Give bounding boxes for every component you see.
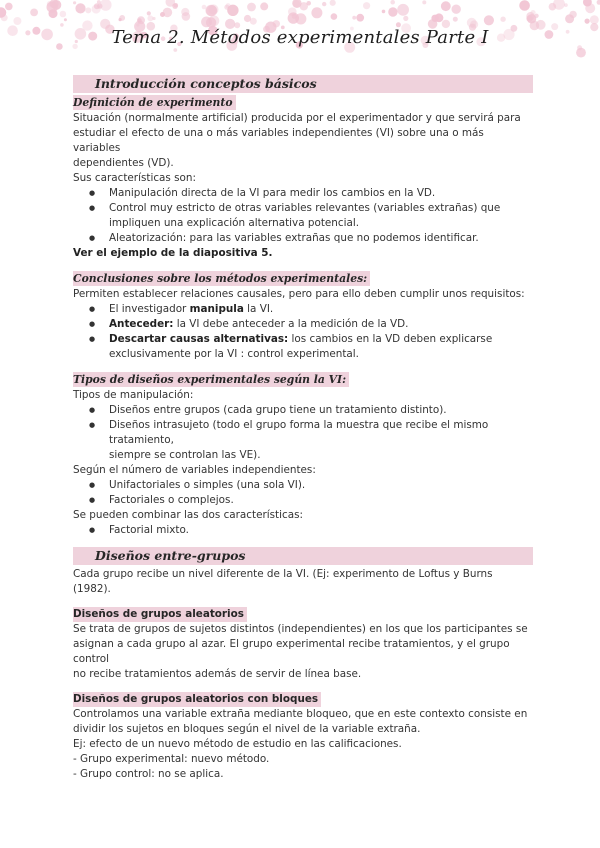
numero-intro: Según el número de variables independientes: <box>73 464 316 476</box>
decorative-dot <box>330 0 336 6</box>
definicion-line: estudiar el efecto de una o más variables independientes (VI) sobre una o más variables <box>73 127 484 154</box>
manipulacion-list <box>73 403 533 463</box>
decorative-dot <box>390 0 395 5</box>
decorative-dot <box>363 2 370 9</box>
bloques-line: - Grupo control: no se aplica. <box>73 768 224 780</box>
decorative-dot <box>500 17 505 22</box>
decorative-dot <box>64 18 67 21</box>
conclusiones-intro: Permiten establecer relaciones causales, pero para ello deben cumplir unos requisitos: <box>73 288 525 300</box>
decorative-dot <box>530 10 535 15</box>
section-heading-entre-grupos: Diseños entre-grupos <box>73 547 533 565</box>
decorative-dot <box>597 0 600 5</box>
list-item: ● Diseños intrasujeto (todo el grupo forma la muestra que recibe el mismo tratamiento, siempre se controlan las VE). <box>73 418 533 463</box>
list-item: ● Control muy estricto de otras variables relevantes (variables extrañas) que impliquen una explicación alternativa potencial. <box>73 201 533 231</box>
bloques-line: dividir los sujetos en bloques según el nivel de la variable extraña. <box>73 723 421 735</box>
ver-ejemplo-note: Ver el ejemplo de la diapositiva 5. <box>73 247 273 259</box>
decorative-dot <box>75 3 85 13</box>
decorative-dot <box>152 17 155 20</box>
decorative-dot <box>585 19 590 24</box>
decorative-dot <box>30 9 38 17</box>
decorative-dot <box>52 0 62 10</box>
decorative-dot <box>585 3 595 13</box>
decorative-dot <box>247 3 256 12</box>
decorative-dot <box>288 12 299 23</box>
decorative-dot <box>331 13 338 20</box>
decorative-dot <box>224 5 229 10</box>
decorative-dot <box>202 5 207 10</box>
section-heading-introduccion: Introducción conceptos básicos <box>73 75 533 93</box>
decorative-dot <box>85 7 91 13</box>
list-item: ● Descartar causas alternativas: los cambios en la VD deben explicarse exclusivamente por la VI : control experimental. <box>73 332 533 362</box>
decorative-dot <box>322 2 326 6</box>
list-item: ● El investigador manipula la VI. <box>73 302 533 317</box>
decorative-dot <box>565 14 574 23</box>
bloques-line: Controlamos una variable extraña mediante bloqueo, que en este contexto consiste en <box>73 708 528 720</box>
aleatorios-line: asignan a cada grupo al azar. El grupo experimental recibe tratamientos, y el grupo control <box>73 638 510 665</box>
caracteristicas-list <box>73 186 533 246</box>
list-item: ● Diseños entre grupos (cada grupo tiene un tratamiento distinto). <box>73 403 533 418</box>
list-item: ● Unifactoriales o simples (una sola VI). <box>73 478 533 493</box>
list-item: ● Factorial mixto. <box>73 523 533 538</box>
list-item: ● Aleatorización: para las variables extrañas que no podemos identificar. <box>73 231 533 246</box>
combinar-intro: Se pueden combinar las dos características: <box>73 509 304 521</box>
manipulacion-intro: Tipos de manipulación: <box>73 389 194 401</box>
requisitos-list <box>73 302 533 362</box>
list-item: ● Factoriales o complejos. <box>73 493 533 508</box>
decorative-dot <box>431 15 438 22</box>
aleatorios-line: no recibe tratamientos además de servir de línea base. <box>73 668 362 680</box>
bloques-line: Ej: efecto de un nuevo método de estudio en las calificaciones. <box>73 738 402 750</box>
decorative-dot <box>60 11 67 18</box>
decorative-dot <box>403 16 408 21</box>
decorative-dot <box>92 5 101 14</box>
decorative-dot <box>441 1 451 11</box>
decorative-dot <box>206 5 217 16</box>
decorative-dot <box>452 5 461 14</box>
decorative-dot <box>160 12 165 17</box>
decorative-dot <box>306 1 311 6</box>
decorative-dot <box>73 1 76 4</box>
decorative-dot <box>5 3 13 11</box>
entre-grupos-intro: Cada grupo recibe un nivel diferente de la VI. (Ej: experimento de Loftus y Burns (1982). <box>73 568 493 595</box>
decorative-dot <box>250 18 257 25</box>
decorative-dot <box>147 11 151 15</box>
subheading-grupos-aleatorios: Diseños de grupos aleatorios <box>73 607 247 622</box>
decorative-dot <box>13 17 21 25</box>
page-title: Tema 2. Métodos experimentales Parte I <box>111 27 489 48</box>
decorative-dot <box>119 15 125 21</box>
subheading-tipos: Tipos de diseños experimentales según la VI: <box>73 372 349 387</box>
document-body <box>73 72 533 782</box>
decorative-dot <box>397 4 409 16</box>
decorative-dot <box>352 16 356 20</box>
list-item: ● Anteceder: la VI debe anteceder a la medición de la VD. <box>73 317 533 332</box>
definicion-line: Situación (normalmente artificial) producida por el experimentador y que servirá para <box>73 112 521 124</box>
caracteristicas-intro: Sus características son: <box>73 172 196 184</box>
decorative-dot <box>519 0 530 11</box>
decorative-dot <box>526 15 532 21</box>
aleatorios-line: Se trata de grupos de sujetos distintos (independientes) en los que los participantes se <box>73 623 528 635</box>
subheading-definicion: Definición de experimento <box>73 95 236 110</box>
subheading-conclusiones: Conclusiones sobre los métodos experimentales: <box>73 271 370 286</box>
decorative-dot <box>356 14 364 22</box>
decorative-dot <box>182 12 191 21</box>
decorative-dot <box>311 7 322 18</box>
decorative-dot <box>422 0 426 4</box>
decorative-dot <box>173 48 177 52</box>
decorative-dot <box>49 9 58 18</box>
decorative-dot <box>172 3 178 9</box>
decorative-dot <box>590 15 599 24</box>
decorative-dot <box>260 2 268 10</box>
decorative-dot <box>382 10 386 14</box>
combinar-list <box>73 523 533 538</box>
definicion-line: dependientes (VD). <box>73 157 174 169</box>
decorative-dot <box>484 15 494 25</box>
list-item: ● Manipulación directa de la VI para medir los cambios en la VD. <box>73 186 533 201</box>
numero-list <box>73 478 533 508</box>
decorative-dot <box>388 7 397 16</box>
subheading-grupos-bloques: Diseños de grupos aleatorios con bloques <box>73 692 321 707</box>
decorative-dot <box>201 17 212 28</box>
decorative-dot <box>453 17 458 22</box>
bloques-line: - Grupo experimental: nuevo método. <box>73 753 270 765</box>
